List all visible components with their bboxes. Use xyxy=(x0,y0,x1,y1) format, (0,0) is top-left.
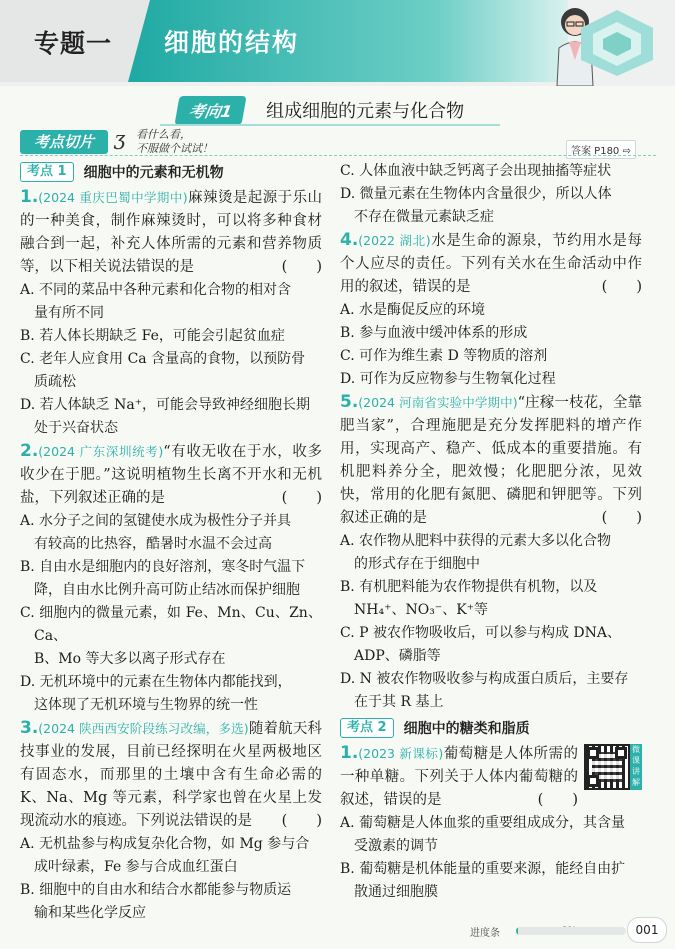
progress-footer xyxy=(470,920,592,942)
option-text: 的形式存在于细胞中 xyxy=(354,556,480,572)
progress-fill xyxy=(516,927,518,935)
question-5 xyxy=(340,391,642,530)
answer-blank[interactable]: ( ) xyxy=(281,490,322,506)
option-text: C. 人体血液中缺乏钙离子会出现抽搐等症状 xyxy=(340,163,612,179)
question-number: 3. xyxy=(20,718,39,738)
option-text: D. 若人体缺乏 Na⁺，可能会导致神经细胞长期 xyxy=(20,397,311,413)
divider xyxy=(20,155,656,156)
question-stem: 葡萄糖是人体所需的一种单糖。下列关于人体内葡萄糖的叙述，错误的是 xyxy=(340,746,578,808)
topic-heading xyxy=(177,96,464,124)
question-3 xyxy=(20,717,322,833)
right-column xyxy=(340,160,642,904)
option-text: 降，自由水比例升高可防止结冰而保护细胞 xyxy=(34,582,300,598)
handwriting-line-1: 看什么看， xyxy=(136,128,191,141)
answer-reference[interactable]: 答案 P180 ⇨ xyxy=(566,140,636,159)
option-d[interactable] xyxy=(340,183,642,229)
slice-label: 考点切片 xyxy=(20,130,108,154)
option-text: 输和某些化学反应 xyxy=(34,905,146,921)
option-text: A. 水是酶促反应的环境 xyxy=(340,302,486,318)
option-d[interactable] xyxy=(20,394,322,440)
question-stem: “庄稼一枝花，全靠肥当家”，合理施肥是充分发挥肥料的增产作用，实现高产、稳产、低成本的重要措施。有机肥料养分全，肥效慢；化肥肥分浓，见效快，常用的化肥有氮肥、磷肥和钾肥等。下列叙述正确的是 xyxy=(340,395,642,526)
option-text: A. 农作物从肥料中获得的元素大多以化合物 xyxy=(340,533,612,549)
kaodian-title: 细胞中的糖类和脂质 xyxy=(403,721,530,737)
option-text: C. 细胞内的微量元素，如 Fe、Mn、Cu、Zn、Ca、 xyxy=(20,605,322,644)
answer-blank[interactable]: ( ) xyxy=(281,813,322,829)
option-text: D. 无机环境中的元素在生物体内都能找到， xyxy=(20,674,292,690)
scribble-icon: ʒ xyxy=(114,126,126,150)
question-source: (2024 广东深圳统考) xyxy=(38,444,164,459)
option-text: A. 无机盐参与构成复杂化合物，如 Mg 参与合 xyxy=(20,836,310,852)
question-source: (2024 陕西西安阶段练习改编，多选) xyxy=(38,721,249,736)
option-text: A. 水分子之间的氢键使水成为极性分子并具 xyxy=(20,513,292,529)
option-b[interactable] xyxy=(340,576,642,622)
option-a[interactable] xyxy=(340,812,642,858)
topic-label: 考向1 xyxy=(174,96,246,125)
option-c[interactable] xyxy=(340,160,642,183)
question-6 xyxy=(340,742,642,812)
option-text: B、Mo 等大多以离子形式存在 xyxy=(34,651,226,667)
question-stem: 水是生命的源泉，节约用水是每个人应尽的责任。下列有关水在生命活动中作用的叙述，错误的是 xyxy=(340,233,643,295)
question-1 xyxy=(20,186,322,279)
option-a[interactable] xyxy=(20,279,322,325)
answer-blank[interactable]: ( ) xyxy=(537,792,578,808)
kaodian-2-heading xyxy=(340,716,642,740)
option-text: 质疏松 xyxy=(34,374,76,390)
option-text: NH₄⁺、NO₃⁻、K⁺等 xyxy=(354,602,489,618)
qr-code-icon[interactable] xyxy=(584,744,630,790)
answer-blank[interactable]: ( ) xyxy=(281,259,322,275)
option-text: 不存在微量元素缺乏症 xyxy=(354,209,494,225)
handwritten-note xyxy=(114,128,213,156)
option-c[interactable] xyxy=(340,622,642,668)
option-c[interactable] xyxy=(20,348,322,394)
option-text: D. 微量元素在生物体内含量很少，所以人体 xyxy=(340,186,612,202)
question-number: 5. xyxy=(340,392,359,412)
answer-blank[interactable]: ( ) xyxy=(601,510,642,526)
option-d[interactable] xyxy=(340,368,642,391)
option-text: ADP、磷脂等 xyxy=(354,648,441,664)
option-d[interactable] xyxy=(340,668,642,714)
option-a[interactable] xyxy=(20,510,322,556)
option-text: B. 自由水是细胞内的良好溶剂，寒冬时气温下 xyxy=(20,559,306,575)
option-text: C. P 被农作物吸收后，可以参与构成 DNA、 xyxy=(340,625,622,641)
option-text: A. 不同的菜品中各种元素和化合物的相对含 xyxy=(20,282,292,298)
handwriting-line-2: 不服做个试试！ xyxy=(136,142,213,155)
topic-title: 组成细胞的元素与化合物 xyxy=(266,101,465,122)
option-d[interactable] xyxy=(20,671,322,717)
question-source: (2024 重庆巴蜀中学期中) xyxy=(38,190,188,205)
option-text: C. 老年人应食用 Ca 含量高的食物，以预防骨 xyxy=(20,351,306,367)
option-text: D. N 被农作物吸收参与构成蛋白质后，主要存 xyxy=(340,671,629,687)
option-text: A. 葡萄糖是人体血浆的重要组成成分，其含量 xyxy=(340,815,626,831)
option-text: 在于其 R 基上 xyxy=(354,694,444,710)
question-stem: 麻辣烫是起源于乐山的一种美食，制作麻辣烫时，可以将多种食材融合到一起，补充人体所需的元素和营养物质等，以下相关说法错误的是 xyxy=(20,190,322,275)
option-text: 这体现了无机环境与生物界的统一性 xyxy=(34,697,258,713)
question-4 xyxy=(340,229,642,299)
option-c[interactable] xyxy=(340,345,642,368)
option-a[interactable] xyxy=(20,833,322,879)
question-number: 4. xyxy=(340,230,359,250)
chapter-title: 细胞的结构 xyxy=(164,28,300,57)
option-a[interactable] xyxy=(340,299,642,322)
special-topic-label: 专题一 xyxy=(34,29,113,58)
question-number: 2. xyxy=(20,441,39,461)
option-b[interactable] xyxy=(340,322,642,345)
option-text: 量有所不同 xyxy=(34,305,104,321)
kaodian-1-heading xyxy=(20,160,322,184)
option-text: 处于兴奋状态 xyxy=(34,420,118,436)
question-number: 1. xyxy=(20,187,39,207)
question-stem: “有收无收在于水，收多收少在于肥。”这说明植物生长离不开水和无机盐，下列叙述正确的是 xyxy=(20,444,322,506)
progress-label: 进度条 xyxy=(470,927,500,939)
option-c[interactable] xyxy=(20,602,322,671)
kaodian-label: 考点 2 xyxy=(340,718,394,738)
left-column xyxy=(20,160,322,925)
kaodian-title: 细胞中的元素和无机物 xyxy=(83,165,224,181)
option-b[interactable] xyxy=(340,858,642,904)
option-text: 有较高的比热容，酷暑时水温不会过高 xyxy=(34,536,272,552)
question-source: (2024 河南省实验中学期中) xyxy=(358,395,518,410)
progress-bar xyxy=(516,927,626,935)
option-b[interactable] xyxy=(20,325,322,348)
option-b[interactable] xyxy=(20,879,322,925)
option-text: B. 细胞中的自由水和结合水都能参与物质运 xyxy=(20,882,292,898)
question-2 xyxy=(20,440,322,510)
answer-blank[interactable]: ( ) xyxy=(601,279,642,295)
question-source: (2023 新课标) xyxy=(358,746,444,761)
qr-tag: 微课讲解 xyxy=(630,744,642,790)
kaodian-label: 考点 1 xyxy=(20,162,74,182)
option-b[interactable] xyxy=(20,556,322,602)
option-text: B. 葡萄糖是机体能量的重要来源，能经自由扩 xyxy=(340,861,626,877)
option-a[interactable] xyxy=(340,530,642,576)
option-text: 散通过细胞膜 xyxy=(354,884,438,900)
page-number: 001 xyxy=(627,917,667,943)
option-text: 受激素的调节 xyxy=(354,838,438,854)
option-text: 成叶绿素，Fe 参与合成血红蛋白 xyxy=(34,859,238,875)
hexagon-decor-icon xyxy=(577,8,657,78)
option-text: B. 若人体长期缺乏 Fe，可能会引起贫血症 xyxy=(20,328,285,344)
header-banner xyxy=(0,0,675,86)
topic-underline xyxy=(160,124,500,126)
option-text: B. 有机肥料能为农作物提供有机物，以及 xyxy=(340,579,598,595)
option-text: B. 参与血液中缓冲体系的形成 xyxy=(340,325,528,341)
option-text: C. 可作为维生素 D 等物质的溶剂 xyxy=(340,348,548,364)
option-text: D. 可作为反应物参与生物氧化过程 xyxy=(340,371,556,387)
question-source: (2022 湖北) xyxy=(358,233,431,248)
question-stem: 随着航天科技事业的发展，目前已经探明在火星两极地区有固态水，而那里的土壤中含有生命必需的 K、Na、Mg 等元素，科学家也曾在火星上发现流动水的痕迹。下列说法错误的是 xyxy=(20,721,323,829)
question-number: 1. xyxy=(340,743,359,763)
